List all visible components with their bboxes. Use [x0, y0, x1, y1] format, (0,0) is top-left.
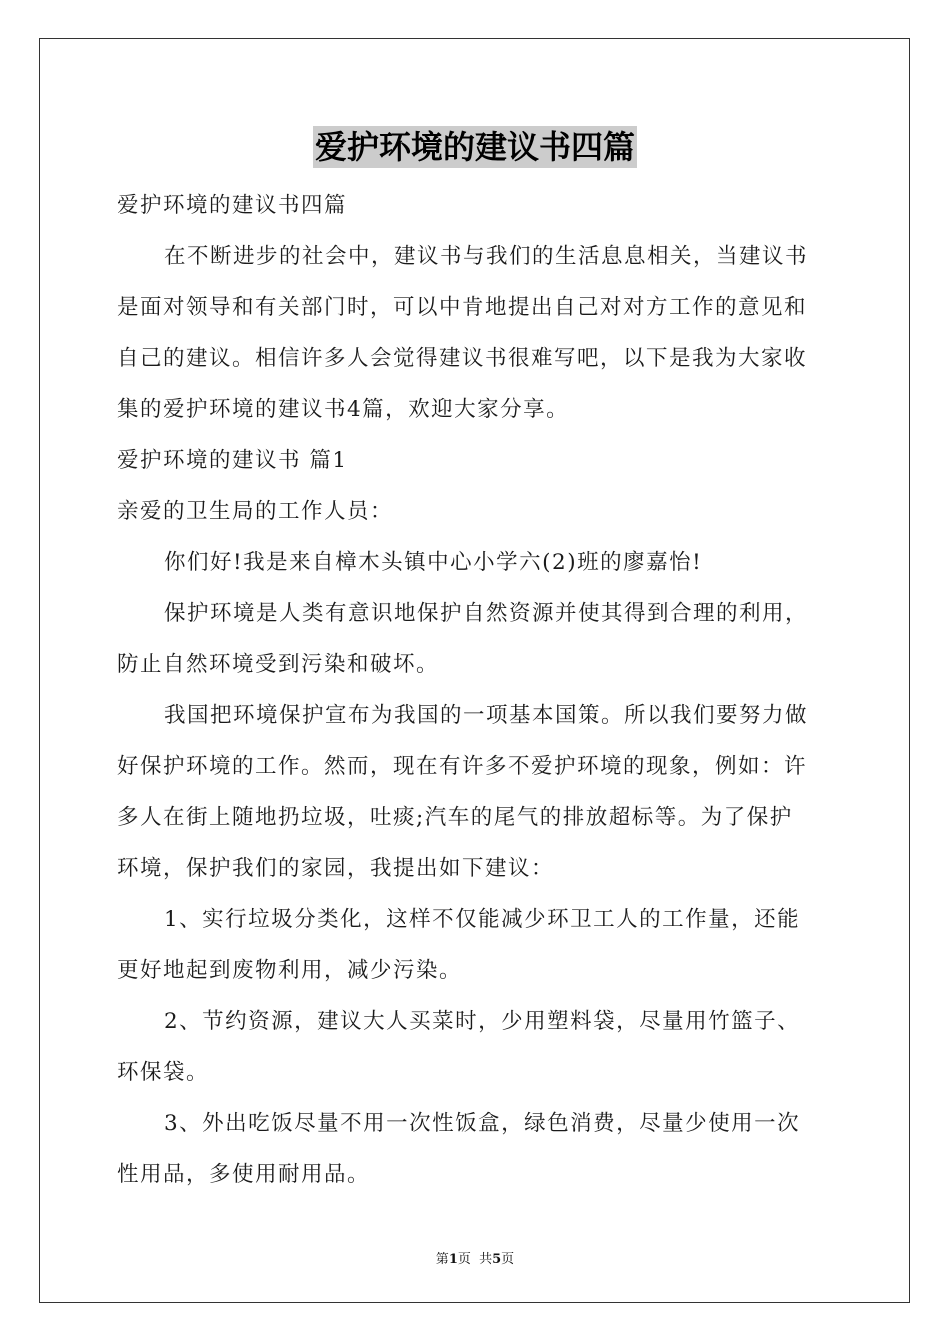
line-text: 你们好!我是来自樟木头镇中心小学六(2)班的廖嘉怡!	[164, 550, 703, 575]
text-line	[117, 435, 835, 486]
line-text: 保护环境是人类有意识地保护自然资源并使其得到合理的利用，	[164, 601, 809, 626]
line-text: 我国把环境保护宣布为我国的一项基本国策。所以我们要努力做	[164, 703, 809, 728]
total-pages-number: 5	[492, 1252, 502, 1267]
text-line	[117, 792, 835, 843]
line-text: 自己的建议。相信许多人会觉得建议书很难写吧，以下是我为大家收	[117, 346, 808, 371]
current-page-number: 1	[448, 1252, 458, 1267]
footer-suffix: 页	[501, 1252, 515, 1267]
line-text: 防止自然环境受到污染和破坏。	[117, 652, 440, 677]
line-text: 2、节约资源，建议大人买菜时，少用塑料袋，尽量用竹篮子、	[164, 1009, 801, 1034]
footer-prefix: 第	[435, 1252, 449, 1267]
line-text: 性用品，多使用耐用品。	[117, 1162, 371, 1187]
text-line	[117, 384, 835, 435]
document-body	[117, 180, 835, 1200]
text-line	[117, 1098, 835, 1149]
text-line	[117, 945, 835, 996]
text-line	[117, 537, 835, 588]
line-text: 亲爱的卫生局的工作人员：	[117, 499, 394, 524]
line-text: 环境，保护我们的家园，我提出如下建议：	[117, 856, 555, 881]
line-text: 好保护环境的工作。然而，现在有许多不爱护环境的现象，例如：许	[117, 754, 808, 779]
line-text: 爱护环境的建议书四篇	[117, 193, 348, 218]
line-text: 是面对领导和有关部门时，可以中肯地提出自己对对方工作的意见和	[117, 295, 808, 320]
line-text: 1、实行垃圾分类化，这样不仅能减少环卫工人的工作量，还能	[164, 907, 801, 932]
text-line	[117, 231, 835, 282]
document-title: 爱护环境的建议书四篇	[314, 128, 635, 166]
page-footer	[0, 1248, 950, 1267]
text-line	[117, 639, 835, 690]
title-container	[0, 126, 950, 168]
line-text: 在不断进步的社会中，建议书与我们的生活息息相关，当建议书	[164, 244, 809, 269]
line-text: 集的爱护环境的建议书4篇，欢迎大家分享。	[117, 397, 570, 422]
line-text: 爱护环境的建议书 篇1	[117, 448, 348, 473]
text-line	[117, 843, 835, 894]
line-text: 环保袋。	[117, 1060, 210, 1085]
text-line	[117, 690, 835, 741]
text-line	[117, 486, 835, 537]
text-line	[117, 1149, 835, 1200]
text-line	[117, 588, 835, 639]
text-line	[117, 333, 835, 384]
footer-middle: 页 共	[457, 1252, 493, 1267]
text-line	[117, 180, 835, 231]
line-text: 3、外出吃饭尽量不用一次性饭盒，绿色消费，尽量少使用一次	[164, 1111, 801, 1136]
text-line	[117, 1047, 835, 1098]
text-line	[117, 894, 835, 945]
line-text: 多人在街上随地扔垃圾，吐痰;汽车的尾气的排放超标等。为了保护	[117, 805, 793, 830]
text-line	[117, 996, 835, 1047]
line-text: 更好地起到废物利用，减少污染。	[117, 958, 463, 983]
text-line	[117, 282, 835, 333]
text-line	[117, 741, 835, 792]
